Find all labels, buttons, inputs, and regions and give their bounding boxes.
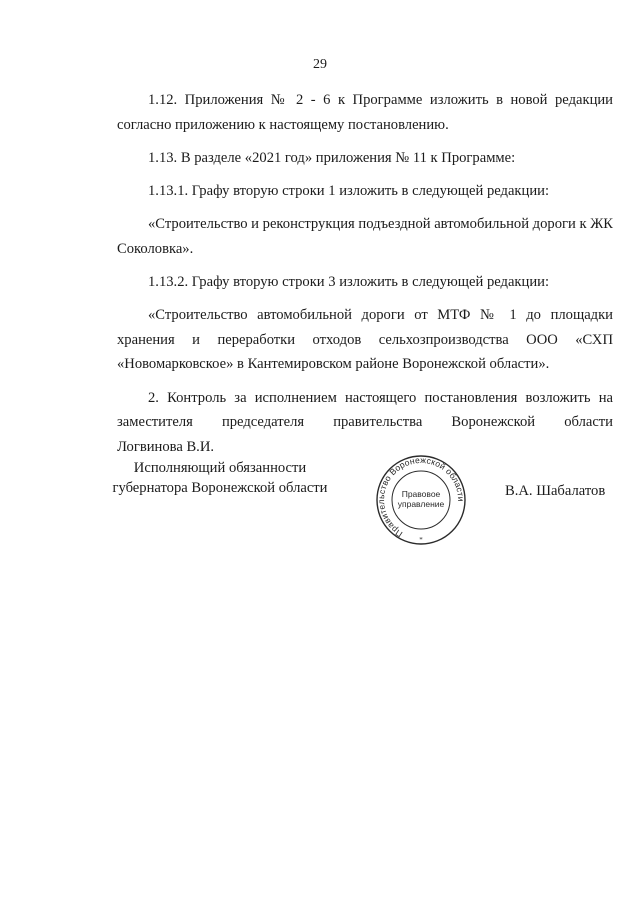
paragraph-1-13-2: 1.13.2. Графу вторую строки 3 изложить в следующей редакции: bbox=[148, 273, 549, 290]
signature-block bbox=[0, 455, 640, 545]
signer-title bbox=[100, 458, 340, 498]
quote-row-1: «Строительство и реконструкция подъездной автомобильной дороги к ЖК Соколовка». bbox=[117, 216, 613, 257]
stamp-center-line-1: Правовое bbox=[401, 489, 441, 499]
signer-title-line-1: Исполняющий обязанности bbox=[133, 460, 307, 476]
paragraph-1-12: 1.12. Приложения № 2 - 6 к Программе изложить в новой редакции согласно приложению к настоящему постановлению. bbox=[117, 92, 613, 133]
paragraph-1-13: 1.13. В разделе «2021 год» приложения № 11 к Программе: bbox=[148, 149, 516, 166]
stamp-center-line-2: управление bbox=[397, 499, 445, 509]
quote-row-3: «Строительство автомобильной дороги от МТФ № 1 до площадки хранения и переработки отходов сельхозпроизводства ООО «СХП «Новомарковское» в Кантемировском районе Воронежской области». bbox=[117, 307, 613, 373]
document-body bbox=[117, 88, 613, 468]
paragraph-2-line-3: Логвинова В.И. bbox=[117, 438, 215, 455]
legal-department-stamp bbox=[375, 455, 467, 545]
paragraph-2-line-1: 2. Контроль за исполнением настоящего постановления возложить на bbox=[148, 389, 613, 406]
stamp-star-icon: * bbox=[419, 536, 423, 544]
paragraph-1-13-1: 1.13.1. Графу вторую строки 1 изложить в следующей редакции: bbox=[148, 182, 549, 199]
stamp-ring-text: Правительство Воронежской области bbox=[375, 455, 467, 540]
page-number: 29 bbox=[313, 57, 327, 72]
paragraph-2-line-2: заместителя председателя правительства Воронежской области bbox=[117, 414, 613, 431]
signer-title-line-2: губернатора Воронежской области bbox=[112, 480, 328, 496]
signer-name: В.А. Шабалатов bbox=[505, 483, 606, 499]
